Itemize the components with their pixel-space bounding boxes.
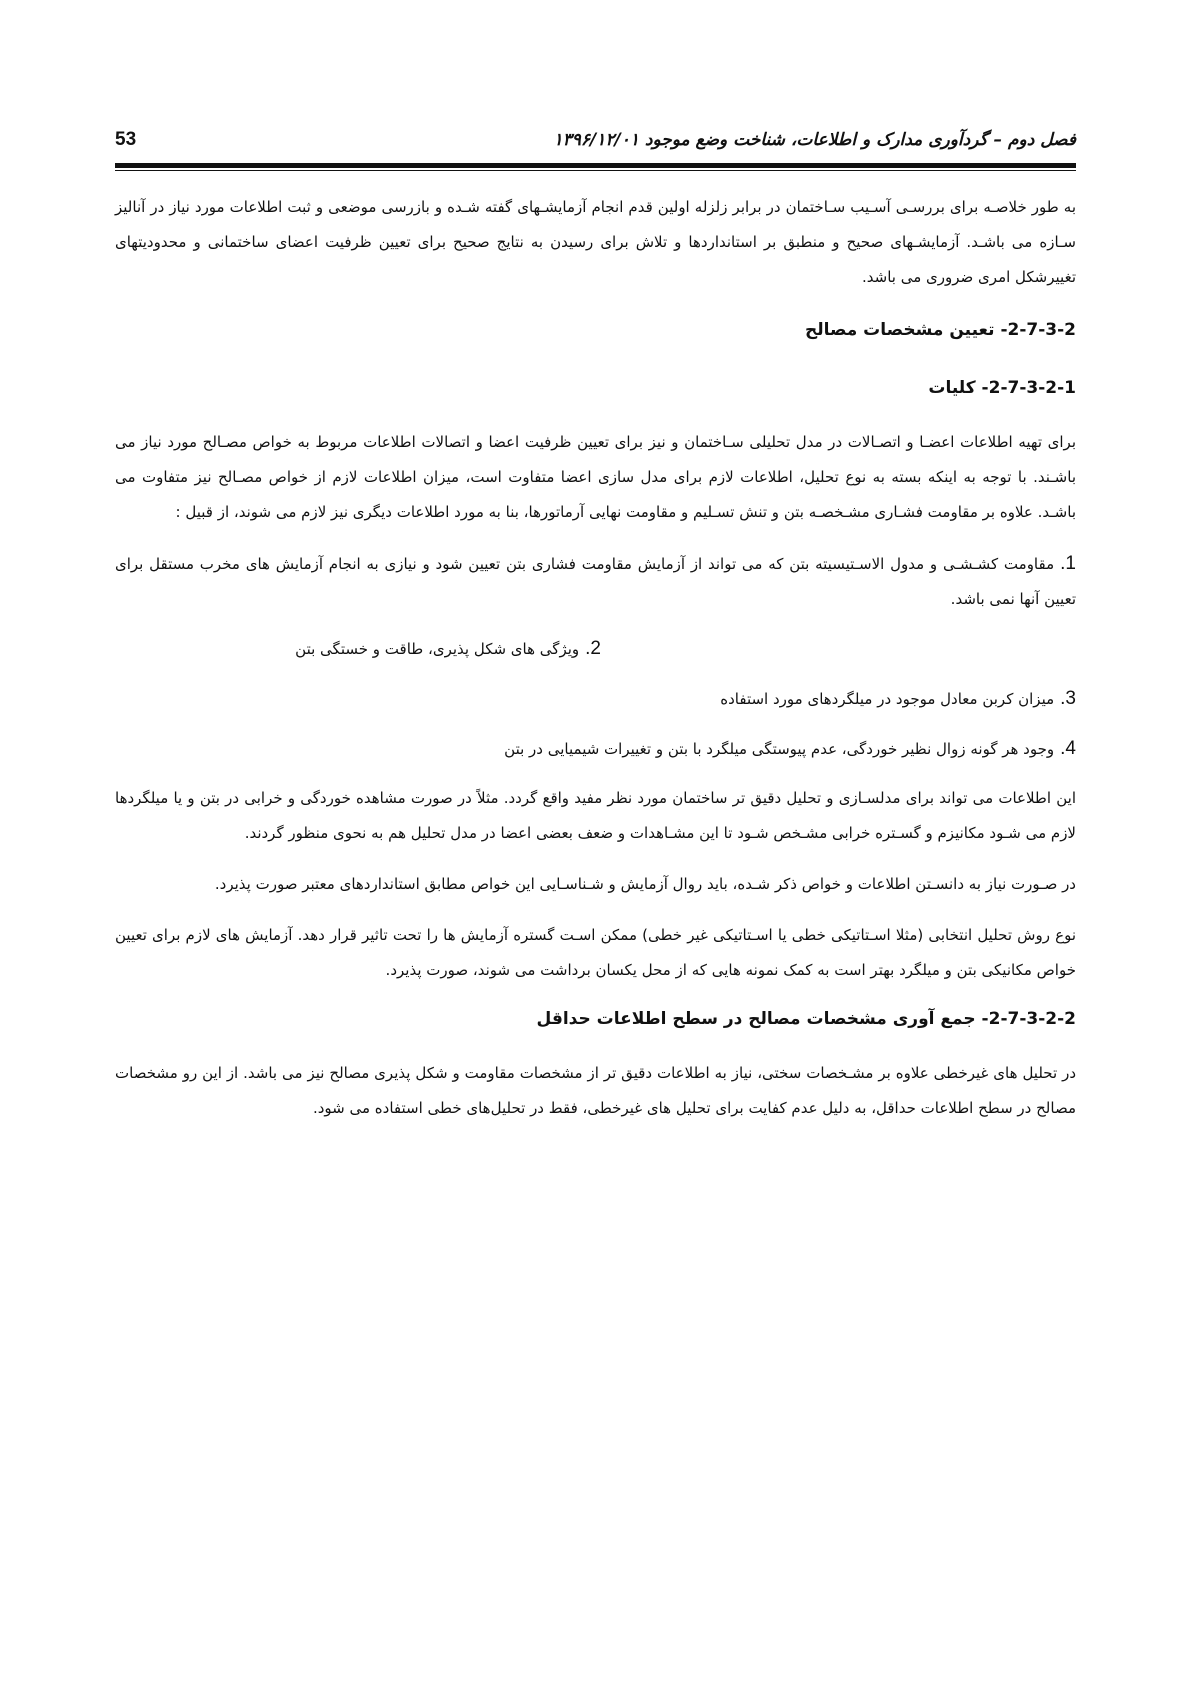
list-item-number: 3. — [1060, 688, 1076, 709]
intro-paragraph: به طور خلاصـه برای بررسـی آسـیب سـاختمان در برابر زلزله اولین قدم انجام آزمایشـهای گفته شـده و بازرسی موضعی و ثبت اطلاعات مورد نیاز در آنالیز سـازه می باشـد. آزمایشـهای صحیح و منطبق بر استانداردها و تلاش برای رسیدن به نتایج صحیح برای تعیین ظرفیت اعضای ساختمانی و محدودیتهای تغییرشکل امری ضروری می باشد. — [115, 198, 1076, 286]
nonlinear-analysis-paragraph: در تحلیل های غیرخطی علاوه بر مشـخصات سختی، نیاز به اطلاعات دقیق تر از مشخصات مقاومت و شکل پذیری مصالح نیز می باشد. از این رو مشخصات مصالح در سطح اطلاعات حداقل، به دلیل عدم کفایت برای تحلیل های غیرخطی، فقط در تحلیل‌های خطی استفاده می شود. — [115, 1064, 1076, 1117]
standards-paragraph: در صـورت نیاز به دانسـتن اطلاعات و خواص ذکر شـده، باید روال آزمایش و شـناسـایی این خواص مطابق استانداردهای معتبر صورت پذیرد. — [214, 875, 1076, 893]
list-item — [115, 631, 1076, 667]
subsection-heading-general: 2-7-3-2-1- کلیات — [928, 378, 1076, 398]
list-item-text: وجود هر گونه زوال نظیر خوردگی، عدم پیوستگی میلگرد با بتن و تغییرات شیمیایی در بتن — [504, 740, 1055, 758]
header-title: فصل دوم – گردآوری مدارک و اطلاعات، شناخت وضع موجود ۱۳۹۶/۱۲/۰۱ — [553, 130, 1076, 150]
list-item — [115, 731, 1076, 767]
list-item-text: مقاومت کشـشـی و مدول الاسـتیسیته بتن که می تواند از آزمایش مقاومت فشاری بتن تعیین شود و نیازی به انجام آزمایش های مخرب مستقل برای تعیین آنها نمی باشد. — [115, 555, 1076, 608]
page-body — [115, 190, 1076, 1142]
list-item — [115, 681, 1076, 717]
header-rule-thin — [115, 170, 1076, 171]
analysis-method-paragraph: نوع روش تحلیل انتخابی (مثلا اسـتاتیکی خطی یا اسـتاتیکی غیر خطی) ممکن اسـت گستره آزمایش ها را تحت تاثیر قرار دهد. آزمایش های لازم برای تعیین خواص مکانیکی بتن و میلگرد بهتر است به کمک نمونه هایی که از محل یکسان برداشت می شوند، صورت پذیرد. — [115, 926, 1076, 979]
section-heading-material-properties: 2-7-3-2- تعیین مشخصات مصالح — [804, 320, 1076, 340]
subsection-heading-minimum-knowledge: 2-7-3-2-2- جمع آوری مشخصات مصالح در سطح اطلاعات حداقل — [536, 1009, 1076, 1029]
requirements-list — [115, 546, 1076, 767]
list-item-number: 4. — [1060, 738, 1076, 759]
general-paragraph: برای تهیه اطلاعات اعضـا و اتصـالات در مدل تحلیلی سـاختمان و نیز برای تعیین ظرفیت اعضا و اتصالات اطلاعات مربوط به خواص مصـالح مورد نیاز می باشـند. با توجه به اینکه بسته به نوع تحلیل، اطلاعات لازم برای مدل سازی اعضا متفاوت است، میزان اطلاعات لازم از خواص مصـالح نیز متفاوت می باشـد. علاوه بر مقاومت فشـاری مشـخصـه بتن و تنش تسـلیم و مقاومت نهایی آرماتورها، بنا به مورد اطلاعات دیگری نیز لازم می شوند، از قبیل : — [115, 433, 1076, 521]
list-item-number: 2. — [585, 638, 601, 659]
list-item-text: میزان کربن معادل موجود در میلگردهای مورد استفاده — [720, 690, 1055, 708]
header-rule-thick — [115, 163, 1076, 168]
list-item — [115, 546, 1076, 617]
list-item-number: 1. — [1060, 553, 1076, 574]
page-number: 53 — [115, 129, 137, 150]
modeling-paragraph: این اطلاعات می تواند برای مدلسـازی و تحلیل دقیق تر ساختمان مورد نظر مفید واقع گردد. مثلاً در صورت مشاهده خوردگی و خرابی در بتن و یا میلگردها لازم می شـود مکانیزم و گسـتره خرابی مشـخص شـود تا این مشـاهدات و ضعف بعضی اعضا در مدل تحلیل هم به نحوی منظور گردند. — [115, 789, 1076, 842]
list-item-text: ویژگی های شکل پذیری، طاقت و خستگی بتن — [295, 640, 580, 658]
page-header — [115, 126, 1076, 162]
